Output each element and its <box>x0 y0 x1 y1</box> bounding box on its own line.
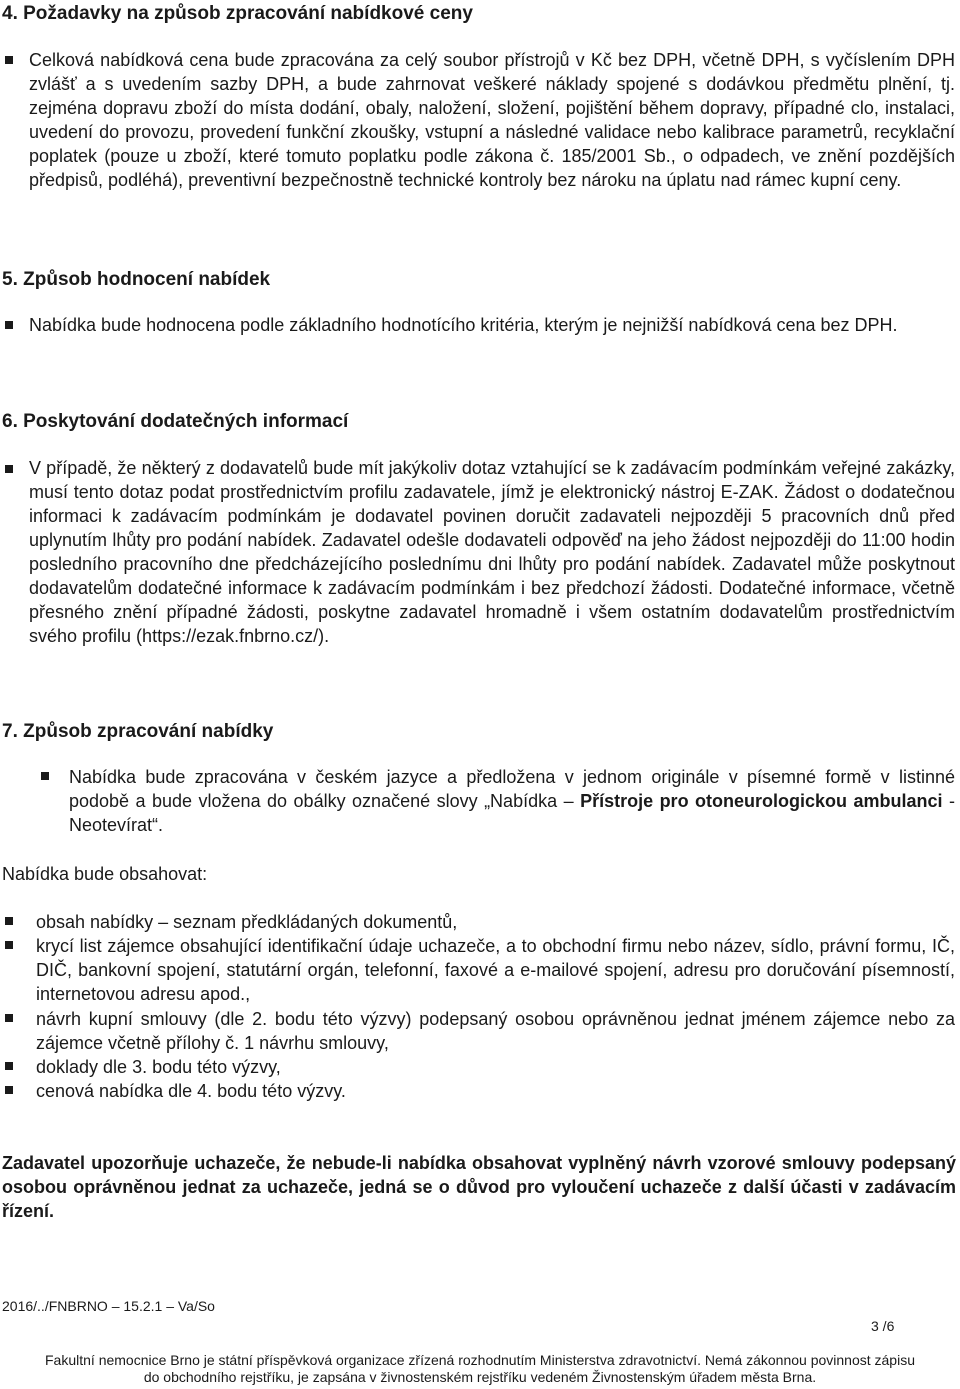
section-7-text <box>69 765 955 837</box>
bullet-marker <box>5 465 13 473</box>
bullet-marker <box>41 772 49 780</box>
list-item: obsah nabídky – seznam předkládaných dokumentů, <box>36 912 458 932</box>
section-6-text: V případě, že některý z dodavatelů bude mít jakýkoliv dotaz vztahující se k zadávacím podmínkám veřejné zakázky, musí tento dotaz podat prostřednictvím profilu zadavatele, jímž je elektronický nástroj E-ZAK. Žádost o dodatečnou informaci k zadávacím podmínkám je dodavatel povinen doručit zadavateli nejpozději 5 pracovních dnů před uplynutím lhůty pro podání nabídek. Zadavatel odešle dodavateli odpověď na jeho žádost nejpozději do 11:00 hodin posledního pracovního dne předcházejícího poslednímu dni lhůty pro podání nabídek. Zadavatel může poskytnout dodavatelům dodatečné informace k zadávacím podmínkám i bez předchozí žádosti. Dodatečné informace, včetně přesného znění případné žádosti, poskytne zadavatel hromadně i všem ostatním dodavatelům prostřednictvím svého profilu (https://ezak.fnbrno.cz/). <box>29 458 955 646</box>
section-5-text: Nabídka bude hodnocena podle základního hodnotícího kritéria, kterým je nejnižší nabídková cena bez DPH. <box>29 315 898 335</box>
section-4-heading: 4. Požadavky na způsob zpracování nabídkové ceny <box>2 3 473 24</box>
bullet-marker <box>5 1062 13 1070</box>
legal-notice-line-1: Fakultní nemocnice Brno je státní příspěvková organizace zřízená rozhodnutím Ministerstva zdravotnictví. Nemá zákonnou povinnost zápisu <box>45 1352 915 1368</box>
bullet-marker <box>5 321 13 329</box>
legal-notice-line-2: do obchodního rejstříku, je zapsána v živnostenském rejstříku vedeném Živnostenským úřadem města Brna. <box>143 1369 817 1385</box>
section-5-heading: 5. Způsob hodnocení nabídek <box>2 269 271 290</box>
contents-label: Nabídka bude obsahovat: <box>2 864 208 884</box>
section-7-text-post: - Neotevírat“. <box>69 791 955 835</box>
document-reference: 2016/../FNBRNO – 15.2.1 – Va/So <box>2 1298 215 1314</box>
section-7-text-pre: Nabídka bude zpracována v českém jazyce a předložena v jednom originále v písemné formě v listinné podobě a bude vložena do obálky označené slovy „Nabídka – <box>69 767 955 811</box>
disqualification-warning: Zadavatel upozorňuje uchazeče, že nebude-li nabídka obsahovat vyplněný návrh vzorové smlouvy podepsaný osobou oprávněnou jednat za uchazeče, jedná se o důvod pro vyloučení uchazeče z další účasti v zadávacím řízení. <box>2 1153 956 1221</box>
page-number: 3 /6 <box>871 1318 895 1334</box>
bullet-marker <box>5 56 13 64</box>
section-4-text: Celková nabídková cena bude zpracována za celý soubor přístrojů v Kč bez DPH, včetně DPH, s vyčíslením DPH zvlášť a s uvedením sazby DPH, a bude zahrnovat veškeré náklady spojené s dodávkou předmětu plnění, tj. zejména dopravu zboží do místa dodání, obaly, naložení, složení, pojištění během dopravy, případné clo, instalaci, uvedení do provozu, provedení funkční zkoušky, vstupní a následné validace nebo kalibrace parametrů, recyklační poplatek (pouze u zboží, které tomuto poplatku podle zákona č. 185/2001 Sb., o odpadech, ve znění pozdějších předpisů, podléhá), preventivní bezpečnostně technické kontroly bez nároku na úplatu nad rámec kupní ceny. <box>29 50 955 190</box>
section-7-heading: 7. Způsob zpracování nabídky <box>2 721 274 742</box>
list-item: krycí list zájemce obsahující identifikační údaje uchazeče, a to obchodní firmu nebo název, sídlo, právní formu, IČ, DIČ, bankovní spojení, statutární orgán, telefonní, faxové a e-mailové spojení, adresu pro doručování písemností, internetovou adresu apod., <box>36 936 955 1004</box>
offer-subject: Přístroje pro otoneurologickou ambulanci <box>580 791 943 811</box>
bullet-marker <box>5 1014 13 1022</box>
bullet-marker <box>5 1086 13 1094</box>
list-item: cenová nabídka dle 4. bodu této výzvy. <box>36 1081 346 1101</box>
bullet-marker <box>5 941 13 949</box>
bullet-marker <box>5 917 13 925</box>
list-item: návrh kupní smlouvy (dle 2. bodu této výzvy) podepsaný osobou oprávněnou jednat jménem zájemce nebo za zájemce včetně přílohy č. 1 návrhu smlouvy, <box>36 1009 955 1053</box>
section-6-heading: 6. Poskytování dodatečných informací <box>2 411 349 432</box>
list-item: doklady dle 3. bodu této výzvy, <box>36 1057 281 1077</box>
